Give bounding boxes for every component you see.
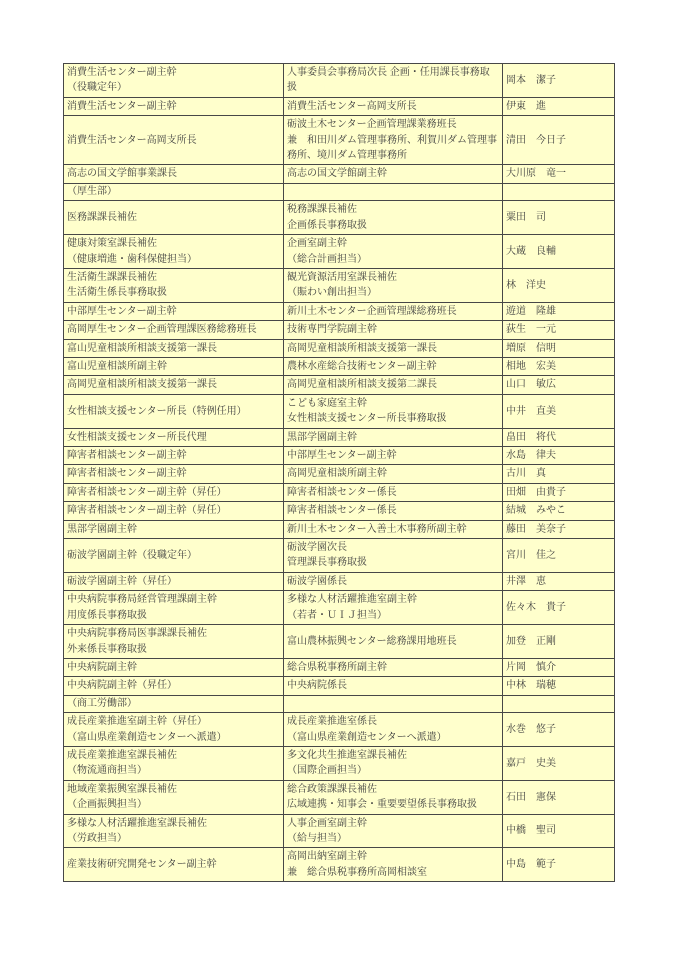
position-line: 高岡児童相談所相談支援第一課長 — [67, 379, 217, 391]
new-position-cell — [64, 713, 284, 747]
position-line: 成長産業推進室課長補佐 — [67, 750, 177, 762]
position-line: 企画室副主幹 — [287, 238, 347, 250]
new-position-cell — [64, 520, 284, 538]
new-position-cell — [64, 97, 284, 115]
position-line: 新川土木センター入善土木事務所副主幹 — [287, 523, 467, 535]
name-cell — [503, 747, 615, 781]
name-cell — [503, 848, 615, 882]
section-label-cell — [64, 695, 284, 713]
name-cell — [503, 502, 615, 520]
new-position-cell — [64, 302, 284, 320]
position-line: 消費生活センター高岡支所長 — [287, 100, 417, 112]
position-line: 生活衛生係長事務取扱 — [67, 287, 167, 299]
position-line: 多様な人材活躍推進室課長補佐 — [67, 817, 207, 829]
position-line: 生活衛生課課長補佐 — [67, 271, 157, 283]
new-position-cell — [64, 814, 284, 848]
table-row — [64, 165, 615, 183]
table-row — [64, 447, 615, 465]
person-name: 佐々木 貴子 — [506, 601, 566, 613]
position-line: 人事委員会事務局次長 企画・任用課長事務取扱 — [287, 67, 490, 94]
position-line: 障害者相談センター副主幹（昇任） — [67, 486, 227, 498]
position-line: 中部厚生センター副主幹 — [287, 450, 397, 462]
position-line: 障害者相談センター副主幹（昇任） — [67, 505, 227, 517]
position-line: こども家庭室主幹 — [287, 397, 367, 409]
position-line: 砺波学園副主幹（役職定年） — [67, 549, 197, 561]
person-name: 片岡 慎介 — [506, 661, 556, 673]
position-line: 人事企画室副主幹 — [287, 817, 367, 829]
person-name: 林 洋史 — [506, 279, 546, 291]
section-label: （厚生部） — [67, 185, 117, 197]
section-label-cell — [64, 183, 284, 201]
person-name: 山口 敏広 — [506, 379, 556, 391]
position-line: 富山児童相談所相談支援第一課長 — [67, 342, 217, 354]
table-row — [64, 713, 615, 747]
old-position-cell — [284, 339, 503, 357]
old-position-cell — [284, 625, 503, 659]
position-line: 広域連携・知事会・重要要望係長事務取扱 — [287, 799, 477, 811]
table-row — [64, 625, 615, 659]
old-position-cell — [284, 658, 503, 676]
person-name: 相地 宏美 — [506, 361, 556, 372]
position-line: 高岡児童相談所相談支援第一課長 — [287, 342, 437, 354]
new-position-cell — [64, 539, 284, 573]
name-cell — [503, 483, 615, 501]
position-line: 兼 総合県税事務所高岡相談室 — [287, 866, 427, 878]
person-name: 中島 範子 — [506, 859, 556, 871]
position-line: 消費生活センター高岡支所長 — [67, 134, 197, 146]
section-empty-cell — [284, 695, 503, 713]
position-line: 女性相談支援センター所長（特例任用） — [67, 405, 247, 417]
name-cell — [503, 321, 615, 339]
section-label: （商工労働部） — [67, 697, 137, 709]
person-name: 古川 真 — [506, 468, 546, 480]
person-name: 嘉戸 史美 — [506, 757, 556, 769]
name-cell — [503, 677, 615, 695]
position-line: 多様な人材活躍推進室副主幹 — [287, 594, 417, 606]
name-cell — [503, 520, 615, 538]
position-line: 医務課課長補佐 — [67, 212, 137, 224]
position-line: 兼 和田川ダム管理事務所、利賀川ダム管理事務所、境川ダム管理事務所 — [287, 134, 497, 162]
position-line: 高志の国文学館事業課長 — [67, 168, 177, 180]
new-position-cell — [64, 116, 284, 165]
name-cell — [503, 625, 615, 659]
person-name: 中井 直美 — [506, 405, 556, 417]
name-cell — [503, 428, 615, 446]
position-line: 女性相談支援センター所長代理 — [67, 431, 207, 443]
name-cell — [503, 339, 615, 357]
position-line: 女性相談支援センター所長事務取扱 — [287, 413, 447, 425]
position-line: 管理課長事務取扱 — [287, 557, 367, 569]
name-cell — [503, 64, 615, 98]
position-line: 成長産業推進室係長 — [287, 716, 377, 728]
section-row — [64, 695, 615, 713]
position-line: 高岡厚生センター企画管理課医務総務班長 — [67, 324, 257, 336]
old-position-cell — [284, 814, 503, 848]
table-row — [64, 814, 615, 848]
new-position-cell — [64, 339, 284, 357]
position-line: 砺波学園係長 — [287, 575, 347, 587]
new-position-cell — [64, 747, 284, 781]
person-name: 増原 信明 — [506, 342, 556, 354]
section-empty-cell — [503, 183, 615, 201]
new-position-cell — [64, 64, 284, 98]
position-line: 消費生活センター副主幹 — [67, 100, 177, 112]
position-line: 中央病院係長 — [287, 680, 347, 692]
new-position-cell — [64, 165, 284, 183]
section-empty-cell — [503, 695, 615, 713]
old-position-cell — [284, 713, 503, 747]
table-row — [64, 539, 615, 573]
old-position-cell — [284, 520, 503, 538]
position-line: 障害者相談センター副主幹 — [67, 450, 187, 462]
person-name: 荻生 一元 — [506, 324, 556, 336]
name-cell — [503, 713, 615, 747]
old-position-cell — [284, 201, 503, 235]
position-line: 消費生活センター副主幹 — [67, 67, 177, 78]
new-position-cell — [64, 201, 284, 235]
old-position-cell — [284, 780, 503, 814]
old-position-cell — [284, 572, 503, 590]
person-name: 井澤 恵 — [506, 575, 546, 587]
position-line: 高志の国文学館副主幹 — [287, 168, 387, 180]
position-line: 黒部学園副主幹 — [67, 523, 137, 535]
old-position-cell — [284, 591, 503, 625]
position-line: 技術専門学院副主幹 — [287, 324, 377, 336]
new-position-cell — [64, 625, 284, 659]
position-line: （企画振興担当） — [67, 799, 147, 811]
position-line: （賑わい創出担当） — [287, 287, 377, 299]
person-name: 水島 律夫 — [506, 450, 556, 462]
old-position-cell — [284, 848, 503, 882]
position-line: 産業技術研究開発センター副主幹 — [67, 859, 217, 871]
old-position-cell — [284, 64, 503, 98]
new-position-cell — [64, 321, 284, 339]
old-position-cell — [284, 483, 503, 501]
table-row — [64, 428, 615, 446]
table-row — [64, 520, 615, 538]
position-line: 成長産業推進室副主幹（昇任） — [67, 716, 207, 728]
position-line: （労政担当） — [67, 833, 127, 845]
position-line: 砺波学園副主幹（昇任） — [67, 575, 177, 587]
old-position-cell — [284, 321, 503, 339]
position-line: 総合県税事務所副主幹 — [287, 661, 387, 673]
person-name: 粟田 司 — [506, 212, 546, 224]
table-row — [64, 235, 615, 269]
position-line: （健康増進・歯科保健担当） — [67, 253, 197, 265]
new-position-cell — [64, 358, 284, 376]
table-row — [64, 97, 615, 115]
position-line: 障害者相談センター係長 — [287, 505, 397, 517]
new-position-cell — [64, 235, 284, 269]
section-row — [64, 183, 615, 201]
new-position-cell — [64, 848, 284, 882]
position-line: 中央病院事務局経営管理課副主幹 — [67, 594, 217, 606]
name-cell — [503, 235, 615, 269]
new-position-cell — [64, 658, 284, 676]
name-cell — [503, 97, 615, 115]
old-position-cell — [284, 502, 503, 520]
name-cell — [503, 658, 615, 676]
position-line: 中央病院事務局医事課課長補佐 — [67, 628, 207, 640]
table-row — [64, 302, 615, 320]
person-name: 中林 瑞穂 — [506, 680, 556, 692]
position-line: 外来係長事務取扱 — [67, 643, 147, 655]
personnel-table — [63, 63, 615, 882]
table-row — [64, 465, 615, 483]
position-line: （給与担当） — [287, 833, 347, 845]
person-name: 宮川 佳之 — [506, 549, 556, 561]
new-position-cell — [64, 394, 284, 428]
new-position-cell — [64, 268, 284, 302]
table-row — [64, 848, 615, 882]
old-position-cell — [284, 428, 503, 446]
new-position-cell — [64, 465, 284, 483]
new-position-cell — [64, 572, 284, 590]
person-name: 結城 みやこ — [506, 505, 566, 517]
name-cell — [503, 465, 615, 483]
table-row — [64, 658, 615, 676]
table-row — [64, 572, 615, 590]
name-cell — [503, 358, 615, 376]
person-name: 水巻 悠子 — [506, 723, 556, 735]
new-position-cell — [64, 591, 284, 625]
old-position-cell — [284, 302, 503, 320]
position-line: 健康対策室課長補佐 — [67, 238, 157, 250]
table-row — [64, 64, 615, 98]
person-name: 大川原 竜一 — [506, 168, 566, 180]
new-position-cell — [64, 447, 284, 465]
person-name: 中橋 聖司 — [506, 825, 556, 837]
old-position-cell — [284, 97, 503, 115]
position-line: 総合政策課課長補佐 — [287, 783, 377, 795]
table-row — [64, 677, 615, 695]
name-cell — [503, 165, 615, 183]
table-row — [64, 201, 615, 235]
table-row — [64, 376, 615, 394]
person-name: 田畑 由貴子 — [506, 486, 566, 498]
new-position-cell — [64, 376, 284, 394]
position-line: 高岡出納室副主幹 — [287, 851, 367, 863]
name-cell — [503, 447, 615, 465]
new-position-cell — [64, 428, 284, 446]
table-row — [64, 339, 615, 357]
position-line: 農林水産総合技術センター副主幹 — [287, 361, 437, 372]
position-line: 中部厚生センター副主幹 — [67, 305, 177, 317]
person-name: 遊道 隆雄 — [506, 305, 556, 317]
person-name: 藤田 美奈子 — [506, 523, 566, 535]
position-line: 地域産業振興室課長補佐 — [67, 783, 177, 795]
position-line: 新川土木センター企画管理課総務班長 — [287, 305, 457, 317]
position-line: 中央病院副主幹（昇任） — [67, 680, 177, 692]
person-name: 石田 憲保 — [506, 791, 556, 803]
new-position-cell — [64, 502, 284, 520]
new-position-cell — [64, 677, 284, 695]
old-position-cell — [284, 677, 503, 695]
old-position-cell — [284, 747, 503, 781]
old-position-cell — [284, 447, 503, 465]
position-line: 高岡児童相談所相談支援第二課長 — [287, 379, 437, 391]
position-line: （役職定年） — [67, 82, 127, 94]
name-cell — [503, 201, 615, 235]
position-line: 障害者相談センター係長 — [287, 486, 397, 498]
table-row — [64, 358, 615, 376]
position-line: （総合計画担当） — [287, 253, 367, 265]
table-row — [64, 747, 615, 781]
position-line: 障害者相談センター副主幹 — [67, 468, 187, 480]
position-line: 税務課課長補佐 — [287, 204, 357, 216]
person-name: 伊東 進 — [506, 100, 546, 112]
table-row — [64, 394, 615, 428]
position-line: （若者・ＵＩＪ担当） — [287, 609, 387, 621]
name-cell — [503, 572, 615, 590]
position-line: 中央病院副主幹 — [67, 661, 137, 673]
new-position-cell — [64, 483, 284, 501]
old-position-cell — [284, 539, 503, 573]
position-line: 多文化共生推進室課長補佐 — [287, 750, 407, 762]
table-row — [64, 268, 615, 302]
position-line: （国際企画担当） — [287, 765, 367, 777]
name-cell — [503, 539, 615, 573]
position-line: （富山県産業創造センターへ派遣） — [67, 731, 227, 743]
position-line: （物流通商担当） — [67, 765, 147, 777]
table-row — [64, 116, 615, 165]
position-line: （富山県産業創造センターへ派遣） — [287, 731, 447, 743]
table-row — [64, 483, 615, 501]
person-name: 畠田 将代 — [506, 431, 556, 443]
section-empty-cell — [284, 183, 503, 201]
position-line: 企画係長事務取扱 — [287, 219, 367, 231]
name-cell — [503, 268, 615, 302]
old-position-cell — [284, 394, 503, 428]
position-line: 黒部学園副主幹 — [287, 431, 357, 443]
old-position-cell — [284, 235, 503, 269]
table-row — [64, 321, 615, 339]
name-cell — [503, 591, 615, 625]
person-name: 岡本 潔子 — [506, 74, 556, 86]
old-position-cell — [284, 358, 503, 376]
name-cell — [503, 814, 615, 848]
old-position-cell — [284, 116, 503, 165]
personnel-table-body — [64, 64, 615, 882]
name-cell — [503, 376, 615, 394]
position-line: 高岡児童相談所副主幹 — [287, 468, 387, 480]
name-cell — [503, 302, 615, 320]
table-row — [64, 591, 615, 625]
table-row — [64, 502, 615, 520]
position-line: 砺波学園次長 — [287, 542, 347, 554]
person-name: 清田 今日子 — [506, 134, 566, 146]
table-row — [64, 780, 615, 814]
person-name: 加登 正剛 — [506, 635, 556, 647]
position-line: 砺波土木センター企画管理課業務班長 — [287, 119, 457, 131]
position-line: 富山児童相談所副主幹 — [67, 361, 167, 372]
position-line: 富山農林振興センター総務課用地班長 — [287, 635, 457, 647]
new-position-cell — [64, 780, 284, 814]
old-position-cell — [284, 465, 503, 483]
position-line: 用度係長事務取扱 — [67, 609, 147, 621]
old-position-cell — [284, 376, 503, 394]
name-cell — [503, 394, 615, 428]
old-position-cell — [284, 268, 503, 302]
old-position-cell — [284, 165, 503, 183]
position-line: 観光資源活用室課長補佐 — [287, 271, 397, 283]
name-cell — [503, 116, 615, 165]
person-name: 大蔵 良輔 — [506, 245, 556, 257]
name-cell — [503, 780, 615, 814]
